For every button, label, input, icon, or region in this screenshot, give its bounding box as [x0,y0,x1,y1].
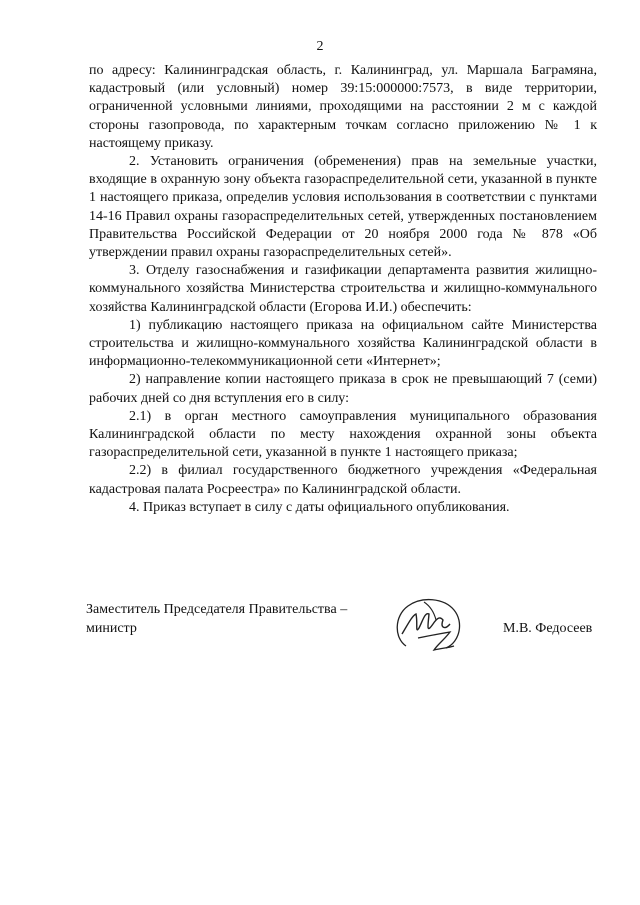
paragraph: 2) направление копии настоящего приказа в срок не превышающий 7 (семи) рабочих дней со дня вступления его в силу: [89,372,597,406]
paragraph: 2.2) в филиал государственного бюджетного учреждения «Федеральная кадастровая палата Росреестра» по Калининградской области. [89,463,597,497]
paragraph: 4. Приказ вступает в силу с даты официального опубликования. [129,499,510,515]
signatory-title-line-2: министр [86,621,137,636]
handwritten-signature-icon [388,594,470,656]
signatory-name: М.В. Федосеев [503,621,593,636]
paragraph: 2. Установить ограничения (обременения) прав на земельные участки, входящие в охранную зону объекта газораспределительной сети, указанной в пункте 1 настоящего приказа, определив условия использования в соответствии с пунктами 14-16 Правил охраны газораспределительных сетей, утвержденных постановлением Правительства Российской Федерации от 20 ноября 2000 года № 878 «Об утверждении правил охраны газораспределительных сетей». [89,154,597,261]
paragraph: по адресу: Калининградская область, г. Калининград, ул. Маршала Баграмяна, кадастровый (или условный) номер 39:15:000000:7573, в виде территории, ограниченной условными линиями, проходящими на расстоянии 2 м с каждой стороны газопровода, по характерным точкам согласно приложению № 1 к настоящему приказу. [89,63,597,151]
document-body [89,62,597,517]
paragraph: 3. Отделу газоснабжения и газификации департамента развития жилищно-коммунального хозяйства Министерства строительства и жилищно-коммунального хозяйства Калининградской области (Егорова И.И.) обеспечить: [89,263,597,315]
signatory-title-line-1: Заместитель Председателя Правительства – [86,602,348,617]
signature-block [86,600,606,680]
page-number: 2 [316,39,324,54]
signatory-title [86,600,386,638]
paragraph: 2.1) в орган местного самоуправления муниципального образования Калининградской области по месту нахождения охранной зоны объекта газораспределительной сети, указанной в пункте 1 настоящего приказа; [89,408,597,461]
paragraph: 1) публикацию настоящего приказа на официальном сайте Министерства строительства и жилищно-коммунального хозяйства Калининградской области в информационно-телекоммуникационной сети «Интернет»; [89,317,597,370]
